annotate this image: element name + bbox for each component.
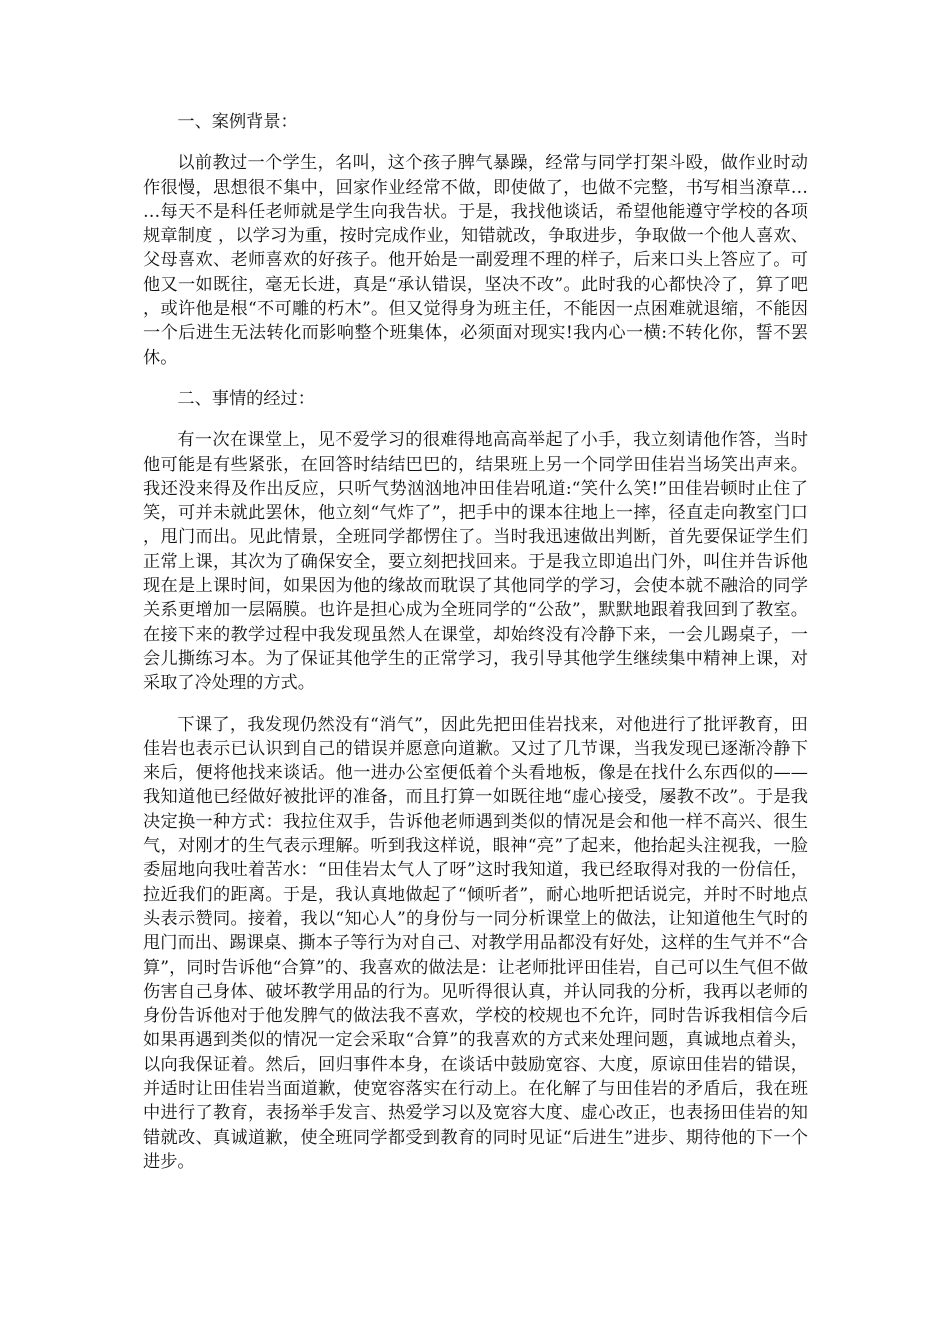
document-body	[143, 110, 808, 1191]
paragraph-after-class-talk: 下课了，我发现仍然没有“消气”，因此先把田佳岩找来，对他进行了批评教育，田佳岩也表示已认识到自己的错误并愿意向道歉。又过了几节课，当我发现已逐渐冷静下来后，便将他找来谈话。他一进办公室便低着个头看地板，像是在找什么东西似的——我知道他已经做好被批评的准备，而且打算一如既往地“虚心接受，屡教不改”。于是我决定换一种方式：我拉住双手，告诉他老师遇到类似的情况是会和他一样不高兴、很生气，对刚才的生气表示理解。听到我这样说，眼神“亮”了起来，他抬起头注视我，一脸委屈地向我吐着苦水：“田佳岩太气人了呀”这时我知道，我已经取得对我的一份信任，拉近我们的距离。于是，我认真地做起了“倾听者”，耐心地听把话说完，并时不时地点头表示赞同。接着，我以“知心人”的身份与一同分析课堂上的做法，让知道他生气时的甩门而出、踢课桌、撕本子等行为对自己、对教学用品都没有好处，这样的生气并不“合算”，同时告诉他“合算”的、我喜欢的做法是：让老师批评田佳岩，自己可以生气但不做伤害自己身体、破坏教学用品的行为。见听得很认真，并认同我的分析，我再以老师的身份告诉他对于他发脾气的做法我不喜欢，学校的校规也不允许，同时告诉我相信今后如果再遇到类似的情况一定会采取“合算”的我喜欢的方式来处理问题，真诚地点着头，以向我保证着。然后，回归事件本身，在谈话中鼓励宽容、大度，原谅田佳岩的错误，并适时让田佳岩当面道歉，使宽容落实在行动上。在化解了与田佳岩的矛盾后，我在班中进行了教育，表扬举手发言、热爱学习以及宽容大度、虚心改正，也表扬田佳岩的知错就改、真诚道歉，使全班同学都受到教育的同时见证“后进生”进步、期待他的下一个进步。	[143, 714, 808, 1172]
section-heading-process: 二、事情的经过：	[177, 388, 315, 409]
paragraph-classroom-incident: 有一次在课堂上，见不爱学习的很难得地高高举起了小手，我立刻请他作答，当时他可能是有些紧张，在回答时结结巴巴的，结果班上另一个同学田佳岩当场笑出声来。我还没来得及作出反应，只听气势汹汹地冲田佳岩吼道:“笑什么笑!”田佳岩顿时止住了笑，可并未就此罢休，他立刻“气炸了”，把手中的课本往地上一摔，径直走向教室门口，甩门而出。见此情景，全班同学都愣住了。当时我迅速做出判断，首先要保证学生们正常上课，其次为了确保安全，要立刻把找回来。于是我立即追出门外，叫住并告诉他现在是上课时间，如果因为他的缘故而耽误了其他同学的学习，会使本就不融洽的同学关系更增加一层隔膜。也许是担心成为全班同学的“公敌”，默默地跟着我回到了教室。在接下来的教学过程中我发现虽然人在课堂，却始终没有冷静下来，一会儿踢桌子，一会儿撕练习本。为了保证其他学生的正常学习，我引导其他学生继续集中精神上课，对采取了冷处理的方式。	[143, 430, 808, 694]
section-case-background	[143, 110, 808, 370]
paragraph-background: 以前教过一个学生，名叫，这个孩子脾气暴躁，经常与同学打架斗殴，做作业时动作很慢，思想很不集中，回家作业经常不做，即使做了，也做不完整，书写相当潦草……每天不是科任老师就是学生向我告状。于是，我找他谈话，希望他能遵守学校的各项 规章制度 ，以学习为重，按时完成作业，知错就改，争取进步，争取做一个他人喜欢、父母喜欢、老师喜欢的好孩子。他开始是一副爱理不理的样子，后来口头上答应了。可他又一如既往，毫无长进，真是“承认错误，坚决不改”。此时我的心都快冷了，算了吧，或许他是根“不可雕的朽木”。但又觉得身为班主任，不能因一点困难就退缩，不能因一个后进生无法转化而影响整个班集体，必须面对现实!我内心一横:不转化你，誓不罢休。	[143, 153, 808, 368]
section-event-process	[143, 387, 808, 1174]
section-heading-background: 一、案例背景：	[177, 112, 298, 132]
